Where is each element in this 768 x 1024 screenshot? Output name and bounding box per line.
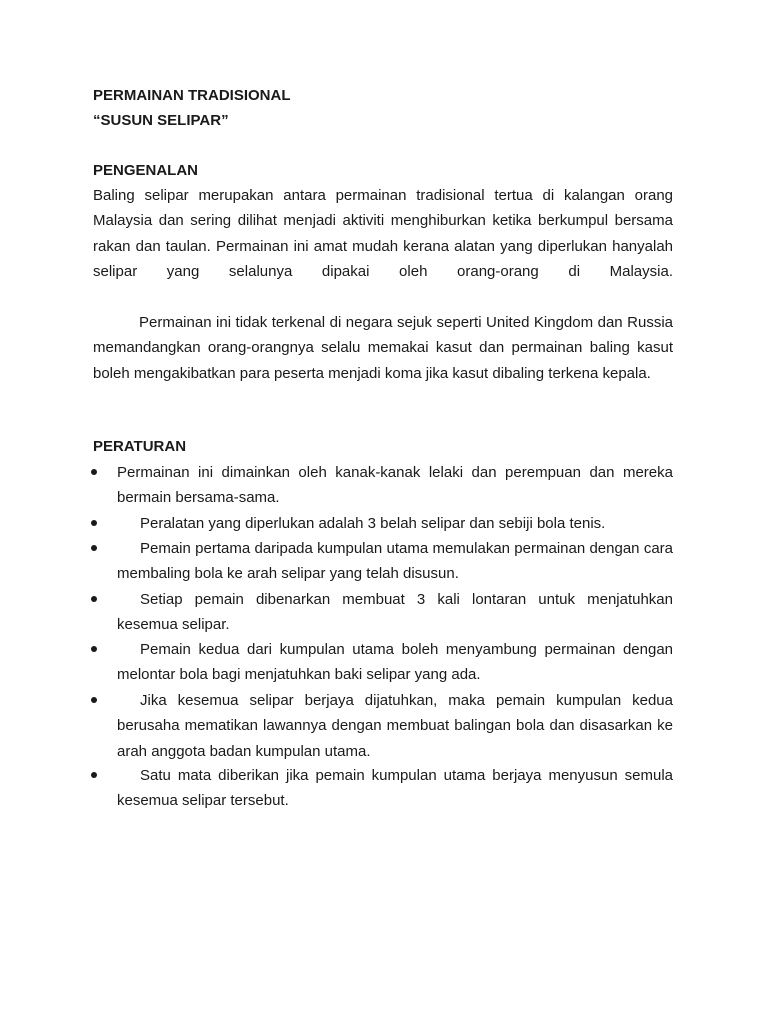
rule-text: Setiap pemain dibenarkan membuat 3 kali lontaran untuk menjatuhkan kesemua selipar.: [117, 591, 673, 634]
section-heading-intro: PENGENALAN: [93, 162, 199, 179]
rule-text: Satu mata diberikan jika pemain kumpulan utama berjaya menyusun semula kesemua selipar tersebut.: [117, 767, 673, 810]
rule-text: Pemain kedua dari kumpulan utama boleh menyambung permainan dengan melontar bola bagi menjatuhkan baki selipar yang ada.: [117, 641, 673, 684]
bullet-icon: [91, 596, 97, 602]
bullet-icon: [91, 520, 97, 526]
rule-text: Permainan ini dimainkan oleh kanak-kanak lelaki dan perempuan dan mereka bermain bersama-sama.: [117, 464, 673, 507]
rule-text: Jika kesemua selipar berjaya dijatuhkan, maka pemain kumpulan kedua berusaha mematikan lawannya dengan membuat balingan bola dan disasarkan ke arah anggota badan kumpulan utama.: [117, 692, 673, 760]
intro-paragraph-2: Permainan ini tidak terkenal di negara sejuk seperti United Kingdom dan Russia memandangkan orang-orangnya selalu memakai kasut dan permainan baling kasut boleh mengakibatkan para peserta menjadi koma jika kasut dibaling terkena kepala.: [93, 314, 673, 382]
document-subtitle: “SUSUN SELIPAR”: [93, 112, 229, 129]
section-heading-rules: PERATURAN: [93, 438, 187, 455]
bullet-icon: [91, 697, 97, 703]
bullet-icon: [91, 545, 97, 551]
bullet-icon: [91, 469, 97, 475]
intro-paragraph-1: Baling selipar merupakan antara permainan tradisional tertua di kalangan orang Malaysia dan sering dilihat menjadi aktiviti menghiburkan ketika berkumpul bersama rakan dan taulan. Permainan ini amat mudah kerana alatan yang diperlukan hanyalah selipar yang selalunya dipakai oleh orang-orang di Malaysia.: [93, 187, 673, 280]
bullet-icon: [91, 646, 97, 652]
rule-text: Pemain pertama daripada kumpulan utama memulakan permainan dengan cara membaling bola ke arah selipar yang telah disusun.: [117, 540, 673, 583]
bullet-icon: [91, 772, 97, 778]
rule-text: Peralatan yang diperlukan adalah 3 belah selipar dan sebiji bola tenis.: [140, 515, 606, 532]
document-title: PERMAINAN TRADISIONAL: [93, 87, 291, 104]
